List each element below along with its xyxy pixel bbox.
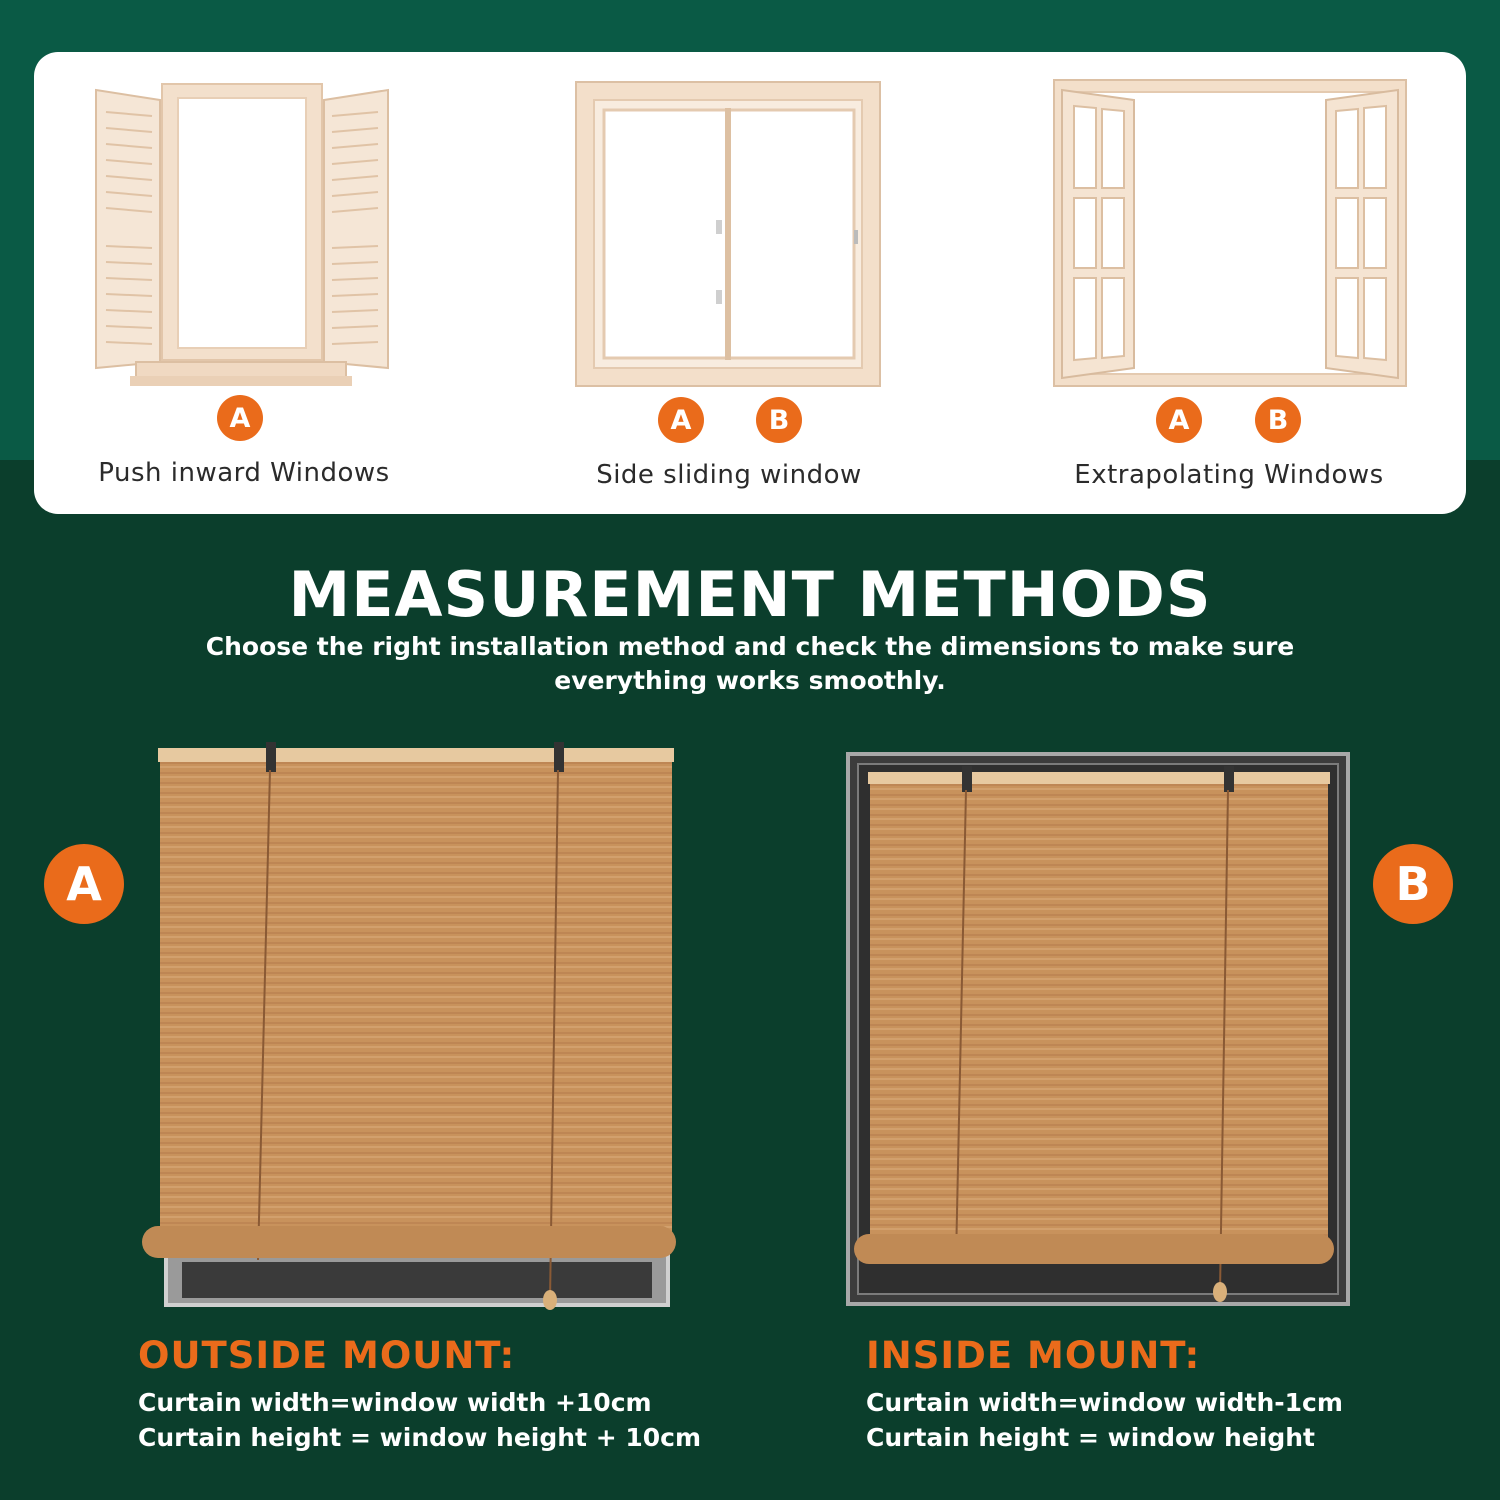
window-label: Extrapolating Windows [1074, 460, 1384, 490]
badge-b: B [756, 397, 802, 443]
page-subtitle: Choose the right installation method and check the dimensions to make sure everything works smoothly. [205, 632, 1295, 695]
badge-a: A [658, 397, 704, 443]
inside-mount-height-rule: Curtain height = window height [866, 1423, 1315, 1452]
outside-mount-width-rule: Curtain width=window width +10cm [138, 1388, 652, 1417]
badge-b: B [1255, 397, 1301, 443]
extrapolating-window-illustration [1052, 78, 1408, 390]
inside-mount-width-rule: Curtain width=window width-1cm [866, 1388, 1343, 1417]
window-label: Side sliding window [596, 460, 862, 490]
badge-b: B [1373, 844, 1453, 924]
push-inward-window-illustration [90, 82, 390, 392]
badge-a: A [217, 395, 263, 441]
outside-mount-title: OUTSIDE MOUNT: [138, 1334, 516, 1377]
inside-mount-illustration [846, 752, 1350, 1308]
window-types-card [34, 52, 1466, 514]
inside-mount-title: INSIDE MOUNT: [866, 1334, 1201, 1377]
page-title: MEASUREMENT METHODS [288, 558, 1212, 631]
badge-a: A [1156, 397, 1202, 443]
outside-mount-height-rule: Curtain height = window height + 10cm [138, 1423, 702, 1452]
outside-mount-illustration [136, 740, 686, 1310]
side-sliding-window-illustration [574, 80, 884, 390]
window-label: Push inward Windows [98, 458, 390, 488]
badge-a: A [44, 844, 124, 924]
